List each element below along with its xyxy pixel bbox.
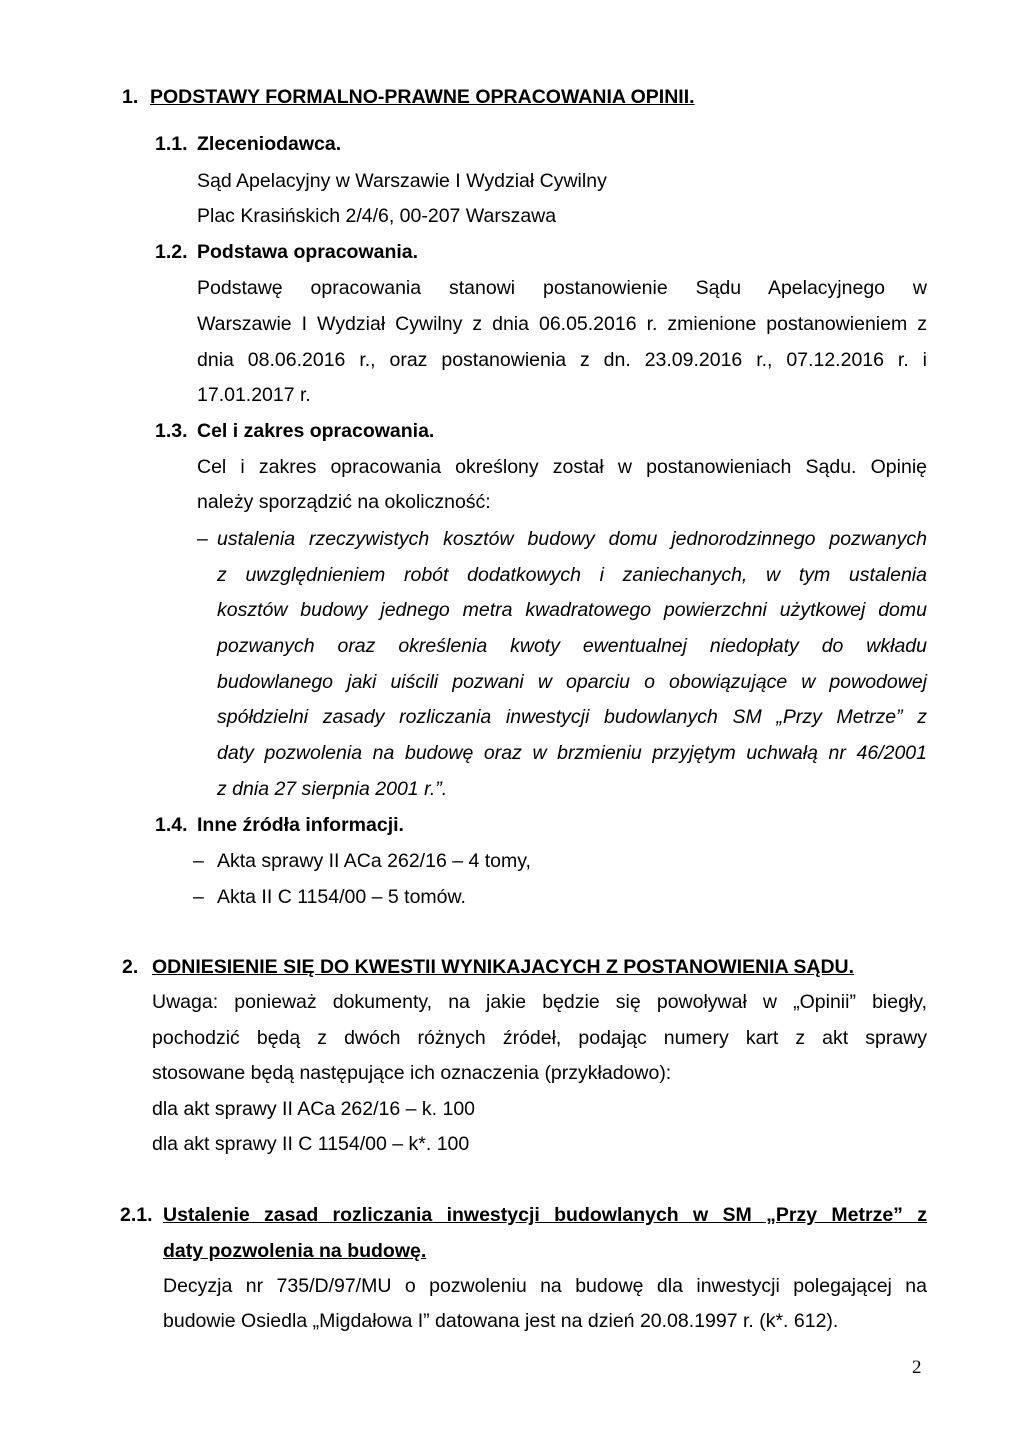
section-1-1-heading: Zleceniodawca. xyxy=(197,133,342,155)
source-1-dash: – xyxy=(193,850,204,872)
source-item-2: Akta II C 1154/00 – 5 tomów. xyxy=(217,886,466,908)
note-line-4: dla akt sprawy II ACa 262/16 – k. 100 xyxy=(152,1098,476,1120)
section-1-3-number: 1.3. xyxy=(155,420,188,442)
section-2-1-number: 2.1. xyxy=(120,1204,153,1226)
note-line-1: Uwaga: ponieważ dokumenty, na jakie będzie się powoływał w „Opinii” biegły, xyxy=(152,991,927,1013)
scope-line-2: należy sporządzić na okoliczność: xyxy=(197,491,491,513)
source-item-1: Akta sprawy II ACa 262/16 – 4 tomy, xyxy=(217,850,531,872)
scope-item-line-8: z dnia 27 sierpnia 2001 r.”. xyxy=(217,778,448,800)
scope-item-line-1: ustalenia rzeczywistych kosztów budowy domu jednorodzinnego pozwanych xyxy=(217,528,927,550)
section-1-number: 1. xyxy=(122,86,139,108)
scope-item-line-4: pozwanych oraz określenia kwoty ewentualnej niedopłaty do wkładu xyxy=(217,635,927,657)
basis-line-2: Warszawie I Wydział Cywilny z dnia 06.05.2016 r. zmienione postanowieniem z xyxy=(197,313,927,335)
section-1-2-number: 1.2. xyxy=(155,241,188,263)
basis-line-3: dnia 08.06.2016 r., oraz postanowienia z dn. 23.09.2016 r., 07.12.2016 r. i xyxy=(197,349,927,371)
section-2-1-heading-line-1: Ustalenie zasad rozliczania inwestycji budowlanych w SM „Przy Metrze” z xyxy=(163,1204,927,1226)
scope-item-line-7: daty pozwolenia na budowę oraz w brzmieniu przyjętym uchwałą nr 46/2001 xyxy=(217,742,927,764)
note-line-2: pochodzić będą z dwóch różnych źródeł, podając numery kart z akt sprawy xyxy=(152,1027,927,1049)
note-line-3: stosowane będą następujące ich oznaczenia (przykładowo): xyxy=(152,1062,672,1084)
scope-item-line-6: spółdzielni zasady rozliczania inwestycji budowlanych SM „Przy Metrze” z xyxy=(217,706,927,728)
client-address: Plac Krasińskich 2/4/6, 00-207 Warszawa xyxy=(197,205,557,227)
section-1-4-number: 1.4. xyxy=(155,814,188,836)
section-2-number: 2. xyxy=(122,956,139,978)
section-1-3-heading: Cel i zakres opracowania. xyxy=(197,420,435,442)
section-1-heading: PODSTAWY FORMALNO-PRAWNE OPRACOWANIA OPINII. xyxy=(150,86,695,108)
scope-item-line-2: z uwzględnieniem robót dodatkowych i zaniechanych, w tym ustalenia xyxy=(217,564,927,586)
scope-item-dash: – xyxy=(197,528,208,550)
section-1-1-number: 1.1. xyxy=(155,133,188,155)
section-2-1-heading-line-2: daty pozwolenia na budowę. xyxy=(163,1240,427,1262)
scope-item-line-3: kosztów budowy jednego metra kwadratowego powierzchni użytkowej domu xyxy=(217,599,927,621)
basis-line-4: 17.01.2017 r. xyxy=(197,384,311,406)
section-1-2-heading: Podstawa opracowania. xyxy=(197,241,419,263)
decision-line-2: budowie Osiedla „Migdałowa I” datowana jest na dzień 20.08.1997 r. (k*. 612). xyxy=(163,1310,839,1332)
source-2-dash: – xyxy=(193,886,204,908)
scope-line-1: Cel i zakres opracowania określony został w postanowieniach Sądu. Opinię xyxy=(197,456,927,478)
section-2-heading: ODNIESIENIE SIĘ DO KWESTII WYNIKAJACYCH Z POSTANOWIENIA SĄDU. xyxy=(152,956,855,978)
client-name: Sąd Apelacyjny w Warszawie I Wydział Cywilny xyxy=(197,170,607,192)
page-number: 2 xyxy=(912,1357,922,1378)
note-line-5: dla akt sprawy II C 1154/00 – k*. 100 xyxy=(152,1133,470,1155)
scope-item-line-5: budowlanego jaki uiścili pozwani w oparciu o obowiązujące w powodowej xyxy=(217,671,927,693)
decision-line-1: Decyzja nr 735/D/97/MU o pozwoleniu na budowę dla inwestycji polegającej na xyxy=(163,1275,927,1297)
section-1-4-heading: Inne źródła informacji. xyxy=(197,814,404,836)
basis-line-1: Podstawę opracowania stanowi postanowienie Sądu Apelacyjnego w xyxy=(197,277,927,299)
